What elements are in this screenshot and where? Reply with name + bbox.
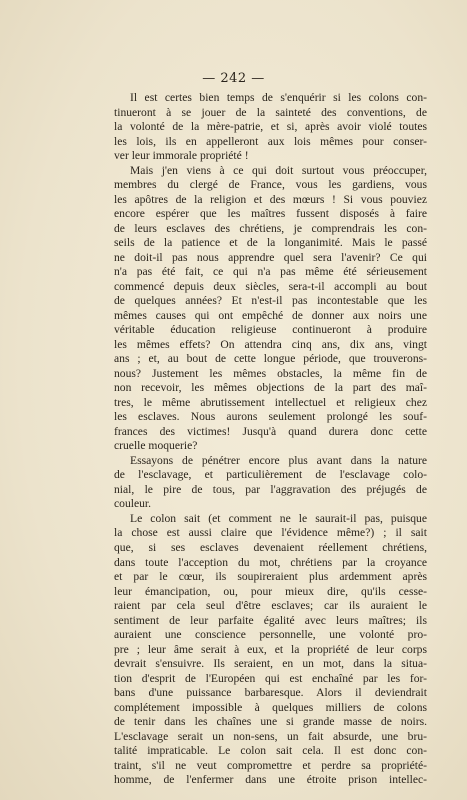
text-line: la chose est aussi claire que l'évidence même?) ; il sait — [114, 526, 427, 540]
text-line: talité impraticable. Le colon sait cela. Il est donc con- — [114, 744, 427, 758]
text-line: L'esclavage serait un non-sens, un fait absurde, une bru- — [114, 729, 427, 743]
text-line: n'a pas été fait, ce qui n'a pas même été sérieusement — [114, 265, 427, 279]
text-line: nous? Justement les mêmes obstacles, la même fin de — [114, 366, 427, 380]
text-line: devrait s'ensuivre. Ils seraient, en un mot, dans la situa- — [114, 657, 427, 671]
text-line: Il est certes bien temps de s'enquérir si les colons con- — [130, 91, 427, 104]
text-line: Le colon sait (et comment ne le saurait-il pas, puisque — [130, 511, 427, 525]
text-line: et par le cœur, ils soupireraient plus ardemment après — [114, 570, 427, 584]
text-line: de quelques années? Et n'est-il pas incontestable que les — [114, 294, 427, 308]
text-line: pre ; leur âme serait à eux, et la propriété de leur corps — [114, 642, 427, 656]
body-text — [114, 91, 427, 788]
text-line: de leurs esclaves des chrétiens, je comprendrais les con- — [114, 221, 427, 235]
text-line: auraient une conscience personnelle, une volonté pro- — [114, 628, 427, 642]
text-line: non recevoir, les mêmes objections de la part des maî- — [114, 381, 427, 395]
text-line: complétement impossible à quelques milliers de colons — [114, 700, 427, 714]
page-number: — 242 — — [202, 71, 265, 86]
text-line: encore espérer que les maîtres fussent disposés à faire — [114, 207, 427, 221]
text-line: les apôtres de la religion et des mœurs ! Si vous pouviez — [114, 192, 427, 206]
text-line: cruelle moquerie? — [114, 439, 198, 453]
text-line: nial, le pire de tous, par l'aggravation des préjugés de — [114, 482, 427, 496]
text-line: de l'esclavage, et particulièrement de l'esclavage colo- — [114, 468, 427, 482]
text-line: ver leur immorale propriété ! — [114, 149, 249, 163]
text-line: tinueront à se jouer de la sainteté des conventions, de — [114, 105, 427, 119]
text-line: les lois, ils en appelleront aux lois mêmes pour conser- — [114, 134, 427, 148]
text-line: de tenir dans les chaînes une si grande masse de noirs. — [114, 715, 427, 729]
text-line: ne doit-il pas nous apprendre quel sera l'avenir? Ce qui — [114, 250, 427, 264]
text-line: seils de la patience et de la longanimité. Mais le passé — [114, 236, 427, 250]
text-line: couleur. — [114, 497, 152, 511]
text-line: traint, s'il ne veut compromettre et perdre sa propriété- — [114, 758, 427, 772]
text-line: raient par cela seul d'être esclaves; car ils auraient le — [114, 599, 427, 613]
text-line: Mais j'en viens à ce qui doit surtout vous préoccuper, — [130, 163, 427, 177]
text-line: la volonté de la mère-patrie, et si, après avoir violé toutes — [114, 120, 427, 134]
text-line: dans toute l'acception du mot, chrétiens par la croyance — [114, 555, 427, 569]
text-line: frances des victimes! Jusqu'à quand durera donc cette — [114, 424, 427, 438]
text-line: tres, le même abrutissement intellectuel et religieux chez — [114, 395, 427, 409]
text-line: bans d'une puissance barbaresque. Alors il deviendrait — [114, 686, 427, 700]
text-line: Essayons de pénétrer encore plus avant dans la nature — [130, 453, 427, 467]
text-line: homme, de l'enfermer dans une étroite prison intellec- — [114, 773, 427, 787]
text-line: les esclaves. Nous aurons seulement prolongé les souf- — [114, 410, 427, 424]
text-line: mêmes causes qui ont empêché de donner aux noirs une — [114, 308, 427, 322]
text-line: membres du clergé de France, vous les gardiens, vous — [114, 178, 427, 192]
text-line: véritable éducation religieuse continueront à produire — [114, 323, 427, 337]
text-line: les mêmes effets? On attendra cinq ans, dix ans, vingt — [114, 337, 427, 351]
text-line: tion d'esprit de l'Européen qui est enchaîné par les for- — [114, 671, 427, 685]
text-line: sentiment de leur parfaite égalité avec leurs maîtres; ils — [114, 613, 427, 627]
text-line: que, si ses esclaves devenaient réellement chrétiens, — [114, 540, 427, 554]
text-line: leur émancipation, ou, pour mieux dire, qu'ils cesse- — [114, 584, 427, 598]
text-line: ans ; et, au bout de cette longue période, que trouverons- — [114, 352, 427, 366]
text-line: commencé depuis deux siècles, sera-t-il accompli au bout — [114, 279, 427, 293]
